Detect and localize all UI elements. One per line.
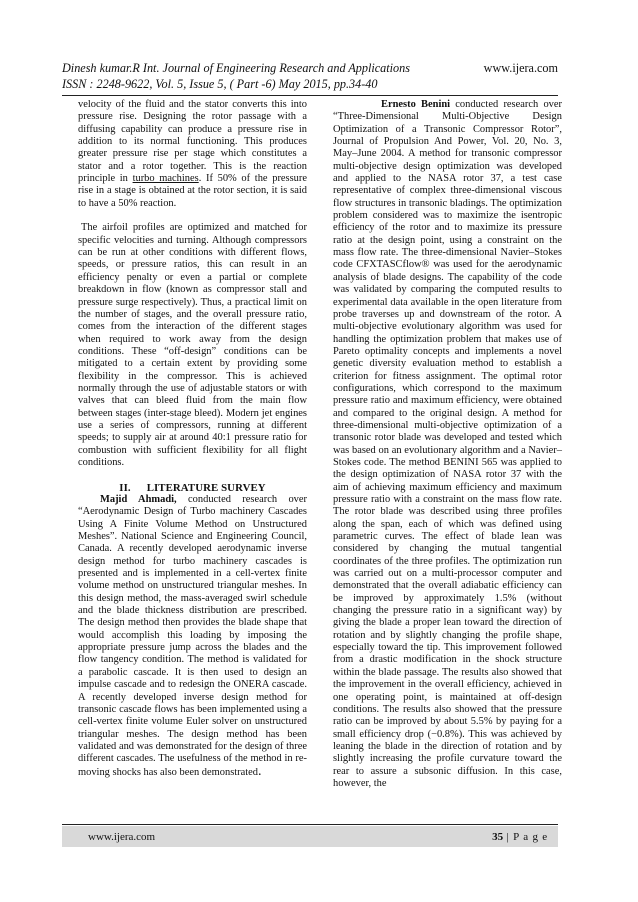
section-number: II. <box>119 481 131 494</box>
journal-citation: Dinesh kumar.R Int. Journal of Engineering Research and Applications <box>62 61 410 75</box>
page-number: 35 | P a g e <box>492 830 548 843</box>
paragraph-airfoil-profiles: The airfoil profiles are optimized and matched for specific velocities and turning. Although compressors can be run at other conditions with different flows, speeds, or pressure ratios, this can result in an efficiency penalty or even a partial or complete breakdown in flow (known as compressor stall and pressure surge respectively). Thus, a practical limit on the number of stages, and the overall pressure ratio, comes from the interaction of the different stages when required to work away from the design conditions. These “off-design” conditions can be mitigated to a certain extent by providing some flexibility in the compressor. This is achieved normally through the use of adjustable stators or with valves that can bleed fluid from the main flow between stages (inter-stage bleed). Modern jet engines use a series of compressors, running at different speeds; to supply air at around 40:1 pressure ratio for combustion with sufficient flexibility for all flight conditions. <box>78 222 307 468</box>
journal-url[interactable]: www.ijera.com <box>483 61 558 75</box>
paragraph-ahmadi: Majid Ahmadi, conducted research over “Aerodynamic Design of Turbo machinery Cascades Using A Finite Volume Method on Unstructured Meshes”. National Science and Engineering Council, Canada. A recently developed aerodynamic inverse design method for turbo machinery cascades is presented and is implemented in a cell-vertex finite volume method on unstructured triangular meshes. In this design method, the mass-averaged swirl schedule and the blade thickness distribution are prescribed. The design method then provides the blade shape that would accomplish this loading by imposing the appropriate pressure jump across the blades and the flow tangency condition. The method is validated for a parabolic cascade. It is then used to design an impulse cascade and to redesign the ONERA cascade. A recently developed inverse design method for transonic cascade flows has been implemented using a cell-vertex finite volume Euler solver on unstructured triangular meshes. The design method has been validated and was demonstrated for the design of three different cascades. The usefulness of the method in re-moving shocks has also been demonstrated. <box>78 494 308 779</box>
paragraph-reaction-principle: velocity of the fluid and the stator converts this into pressure rise. Designing the rotor passage with a diffusing capability can produce a pressure rise in addition to its normal functioning. This produces greater pressure rise per stage which constitutes a stator and a rotor together. This is the reaction principle in turbo machines. If 50% of the pressure rise in a stage is obtained at the rotor section, it is said to have a 50% reaction. <box>78 99 307 209</box>
turbo-machines-link[interactable]: turbo machines <box>132 173 199 185</box>
footer-rule <box>62 824 558 825</box>
author-name: Majid Ahmadi, <box>100 494 177 505</box>
right-column <box>333 99 562 790</box>
paragraph-benini: Ernesto Benini conducted research over “Three-Dimensional Multi-Objective Design Optimization of a Transonic Compressor Rotor”, Journal of Propulsion And Power, Vol. 20, No. 3, May–June 2004. A method for transonic compressor multi-objective design optimization was developed and applied to the NASA rotor 37, a test case representative of complex three-dimensional viscous flow structures in transonic bladings. The optimization problem considered was to maximize the isentropic efficiency of the rotor and to maximize its pressure ratio at the design point, using a constraint on the mass flow rate. The three-dimensional Navier–Stokes code CFXTASCflow® was used for the aerodynamic analysis of blade designs. The capability of the code was validated by comparing the computed results to experimental data available in the open literature from probe traverses up and downstream of the rotor. A multi-objective evolutionary algorithm was used for handling the optimization problem that makes use of Pareto optimality concepts and implements a novel genetic diversity evaluation method to establish a criterion for fitness assignment. The optimal rotor configurations, which correspond to the maximum pressure ratio and maximum efficiency, were obtained and compared to the original design. A method for three-dimensional multi-objective optimization of a transonic rotor blade was developed and tested which was based on an evolutionary algorithm and a Navier–Stokes code. The method BENINI 565 was applied to the design optimization of NASA rotor 37 with the aim of achieving maximum efficiency and maximum pressure ratio with a constraint on the mass flow rate. The rotor blade was described using three profiles along the span, each of which was defined using parametric curves. The effect of blade lean was considered by changing the mutual tangential coordinates of the three profiles. The optimization run was carried out on a multi-processor computer and demonstrated that the overall adiabatic efficiency can be improved by approximately 1.5% (without changing the pressure ratio in a significant way) by giving the blade a proper lean toward the direction of rotation and by slightly changing the profile shape, especially toward the tip. This improvement followed from a drastic modification in the shock structure within the blade passage. The results also showed that the improvement in the overall efficiency, achieved in one operating point, is maintained at off-design conditions. The results also showed that the pressure ratio can be improved by about 5.5% by paying for a small efficiency drop (−0.8%). This was achieved by leaning the blade in the direction of rotation and by slightly increasing the profile curvature toward the rear to assure a subsonic diffusion. In this case, however, the <box>333 99 562 789</box>
section-title: LITERATURE SURVEY <box>146 481 266 494</box>
left-column <box>78 99 307 779</box>
header-rule <box>62 95 558 96</box>
section-heading <box>78 482 307 494</box>
issn-line: ISSN : 2248-9622, Vol. 5, Issue 5, ( Part -6) May 2015, pp.34-40 <box>62 77 378 91</box>
footer-url[interactable]: www.ijera.com <box>88 830 156 843</box>
page-header <box>62 60 558 96</box>
page-footer <box>62 824 558 847</box>
author-name: Ernesto Benini <box>381 99 451 110</box>
